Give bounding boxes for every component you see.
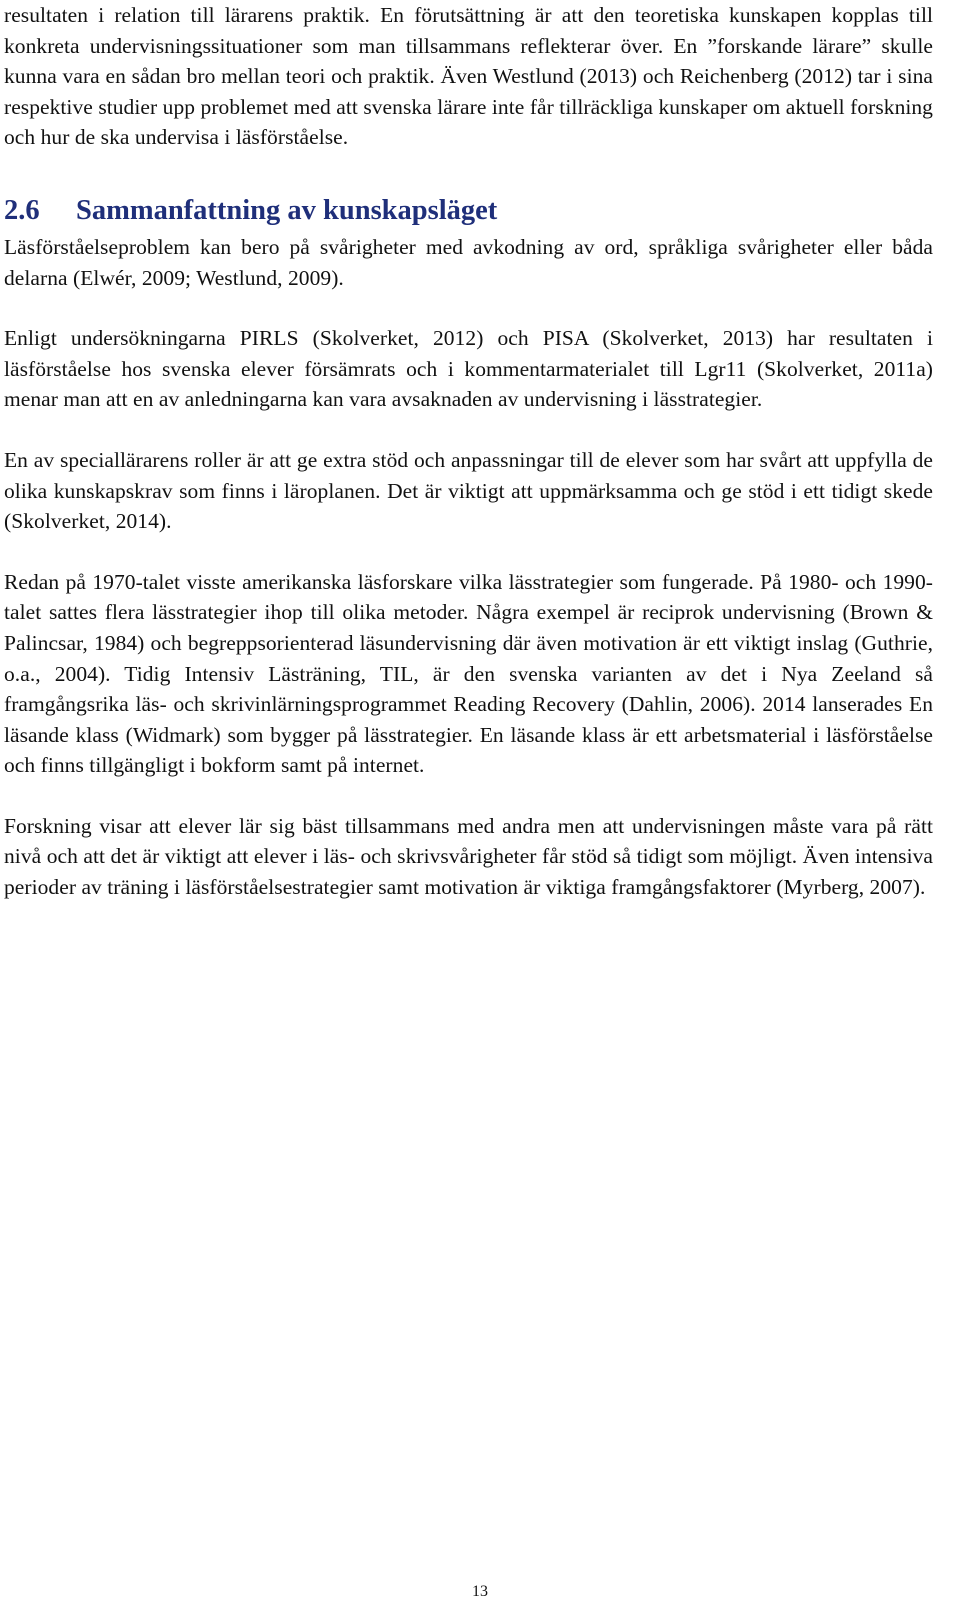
paragraph: En av speciallärarens roller är att ge extra stöd och anpassningar till de elever som har svårt att uppfylla de olika kunskapskrav som finns i läroplanen. Det är viktigt att uppmärksamma och ge stöd i ett tidigt skede (Skolverket, 2014). — [4, 447, 933, 534]
paragraph: Forskning visar att elever lär sig bäst tillsammans med andra men att undervisningen måste vara på rätt nivå och att det är viktigt att elever i läs- och skrivsvårigheter får stöd så tidigt som möjligt. Även intensiva perioder av träning i läsförståelsestrategier samt motivation är viktiga framgångsfaktorer (Myrberg, 2007). — [4, 813, 933, 900]
document-page — [4, 0, 933, 903]
section-heading — [4, 194, 933, 228]
paragraph: Redan på 1970-talet visste amerikanska läsforskare vilka lässtrategier som fungerade. På 1980- och 1990-talet sattes flera lässtrategier ihop till olika metoder. Några exempel är reciprok undervisning (Brown & Palincsar, 1984) och begreppsorienterad läsundervisning där även motivation är ett viktigt inslag (Guthrie, o.a., 2004). Tidig Intensiv Lästräning, TIL, är den svenska varianten av det i Nya Zeeland så framgångsrika läs- och skrivinlärningsprogrammet Reading Recovery (Dahlin, 2006). 2014 lanserades En läsande klass (Widmark) som bygger på lässtrategier. En läsande klass är ett arbetsmaterial i läsförståelse och finns tillgängligt i bokform samt på internet. — [4, 569, 933, 778]
paragraph: Enligt undersökningarna PIRLS (Skolverket, 2012) och PISA (Skolverket, 2013) har resultaten i läsförståelse hos svenska elever försämrats och i kommentarmaterialet till Lgr11 (Skolverket, 2011a) menar man att en av anledningarna kan vara avsaknaden av undervisning i lässtrategier. — [4, 326, 933, 412]
continuation-paragraph: resultaten i relation till lärarens praktik. En förutsättning är att den teoretiska kunskapen kopplas till konkreta undervisningssituationer som man tillsammans reflekterar över. En ”forskande lärare” skulle kunna vara en sådan bro mellan teori och praktik. Även Westlund (2013) och Reichenberg (2012) tar i sina respektive studier upp problemet med att svenska lärare inte får tillräckliga kunskaper om aktuell forskning och hur de ska undervisa i läsförståelse. — [4, 3, 933, 150]
section-number: 2.6 — [4, 194, 40, 226]
paragraph: Läsförståelseproblem kan bero på svårigheter med avkodning av ord, språkliga svårigheter eller båda delarna (Elwér, 2009; Westlund, 2009). — [4, 234, 933, 290]
section-title: Sammanfattning av kunskapsläget — [76, 194, 498, 226]
page-number: 13 — [472, 1583, 488, 1600]
